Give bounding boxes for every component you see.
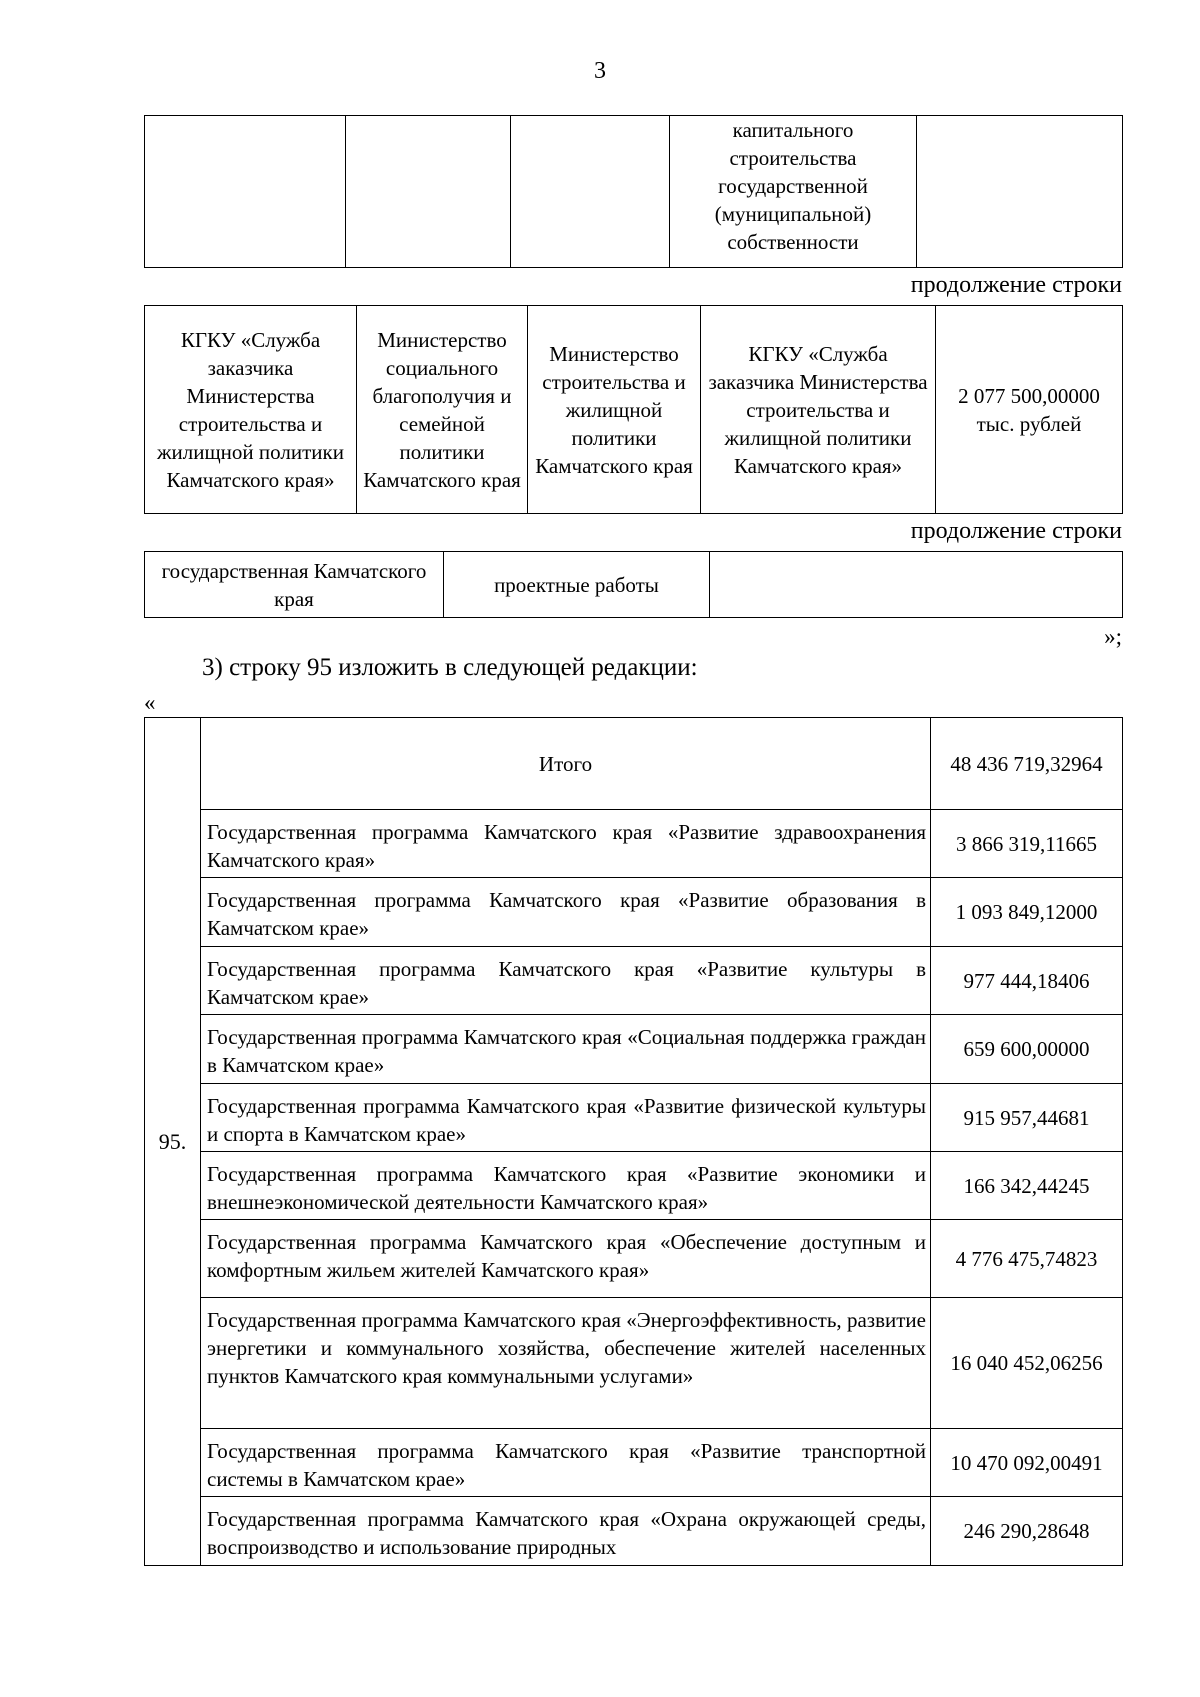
table-row bbox=[145, 1015, 1123, 1084]
table-row bbox=[145, 1084, 1123, 1152]
row-number: 95. bbox=[145, 718, 201, 1566]
total-label: Итого bbox=[201, 718, 931, 810]
table-fragment-2 bbox=[144, 305, 1123, 514]
table-row bbox=[145, 552, 1123, 618]
table-cell bbox=[710, 552, 1123, 618]
continuation-label: продолжение строки bbox=[910, 518, 1122, 544]
program-amount: 4 776 475,74823 bbox=[931, 1220, 1123, 1298]
program-amount: 977 444,18406 bbox=[931, 947, 1123, 1015]
page-number: 3 bbox=[594, 58, 606, 84]
table-row bbox=[145, 116, 1123, 268]
table-fragment-1 bbox=[144, 115, 1123, 268]
table-row bbox=[145, 810, 1123, 878]
program-name: Государственная программа Камчатского края «Развитие культуры в Камчатском крае» bbox=[201, 947, 931, 1015]
instruction-text: 3) строку 95 изложить в следующей редакции: bbox=[202, 654, 698, 681]
table-row bbox=[145, 1220, 1123, 1298]
table-cell: Министерство строительства и жилищной политики Камчатского края bbox=[528, 306, 701, 514]
closing-quote: »; bbox=[1104, 624, 1122, 649]
table-cell: Министерство социального благополучия и семейной политики Камчатского края bbox=[357, 306, 528, 514]
table-cell: 2 077 500,00000 тыс. рублей bbox=[936, 306, 1123, 514]
table-row bbox=[145, 306, 1123, 514]
program-name: Государственная программа Камчатского края «Обеспечение доступным и комфортным жильем жителей Камчатского края» bbox=[201, 1220, 931, 1298]
program-amount: 915 957,44681 bbox=[931, 1084, 1123, 1152]
program-amount: 10 470 092,00491 bbox=[931, 1429, 1123, 1497]
program-name: Государственная программа Камчатского края «Развитие здравоохранения Камчатского края» bbox=[201, 810, 931, 878]
program-name: Государственная программа Камчатского края «Развитие экономики и внешнеэкономической деятельности Камчатского края» bbox=[201, 1152, 931, 1220]
table-row bbox=[145, 1152, 1123, 1220]
table-row bbox=[145, 947, 1123, 1015]
program-name: Государственная программа Камчатского края «Охрана окружающей среды, воспроизводство и использование природных bbox=[201, 1497, 931, 1566]
program-name: Государственная программа Камчатского края «Развитие транспортной системы в Камчатском крае» bbox=[201, 1429, 931, 1497]
row-95-table bbox=[144, 717, 1123, 1566]
program-amount: 166 342,44245 bbox=[931, 1152, 1123, 1220]
table-cell: КГКУ «Служба заказчика Министерства строительства и жилищной политики Камчатского края» bbox=[145, 306, 357, 514]
table-row bbox=[145, 1429, 1123, 1497]
total-value: 48 436 719,32964 bbox=[931, 718, 1123, 810]
table-cell bbox=[917, 116, 1123, 268]
table-row bbox=[145, 1298, 1123, 1429]
table-cell: капитального строительства государственной (муниципальной) собственности bbox=[670, 116, 917, 268]
program-amount: 1 093 849,12000 bbox=[931, 878, 1123, 947]
program-name: Государственная программа Камчатского края «Социальная поддержка граждан в Камчатском крае» bbox=[201, 1015, 931, 1084]
program-amount: 246 290,28648 bbox=[931, 1497, 1123, 1566]
table-row bbox=[145, 878, 1123, 947]
program-amount: 659 600,00000 bbox=[931, 1015, 1123, 1084]
program-name: Государственная программа Камчатского края «Энергоэффективность, развитие энергетики и коммунального хозяйства, обеспечение жителей населенных пунктов Камчатского края коммунальными услугами» bbox=[201, 1298, 931, 1429]
program-amount: 16 040 452,06256 bbox=[931, 1298, 1123, 1429]
table-cell bbox=[145, 116, 346, 268]
table-cell bbox=[511, 116, 670, 268]
continuation-label: продолжение строки bbox=[910, 272, 1122, 298]
table-cell bbox=[346, 116, 511, 268]
program-name: Государственная программа Камчатского края «Развитие физической культуры и спорта в Камчатском крае» bbox=[201, 1084, 931, 1152]
opening-quote: « bbox=[144, 690, 156, 715]
total-row bbox=[145, 718, 1123, 810]
program-name: Государственная программа Камчатского края «Развитие образования в Камчатском крае» bbox=[201, 878, 931, 947]
table-cell: КГКУ «Служба заказчика Министерства строительства и жилищной политики Камчатского края» bbox=[701, 306, 936, 514]
program-amount: 3 866 319,11665 bbox=[931, 810, 1123, 878]
table-cell: государственная Камчатского края bbox=[145, 552, 444, 618]
table-row bbox=[145, 1497, 1123, 1566]
table-fragment-3 bbox=[144, 551, 1123, 618]
table-cell: проектные работы bbox=[444, 552, 710, 618]
